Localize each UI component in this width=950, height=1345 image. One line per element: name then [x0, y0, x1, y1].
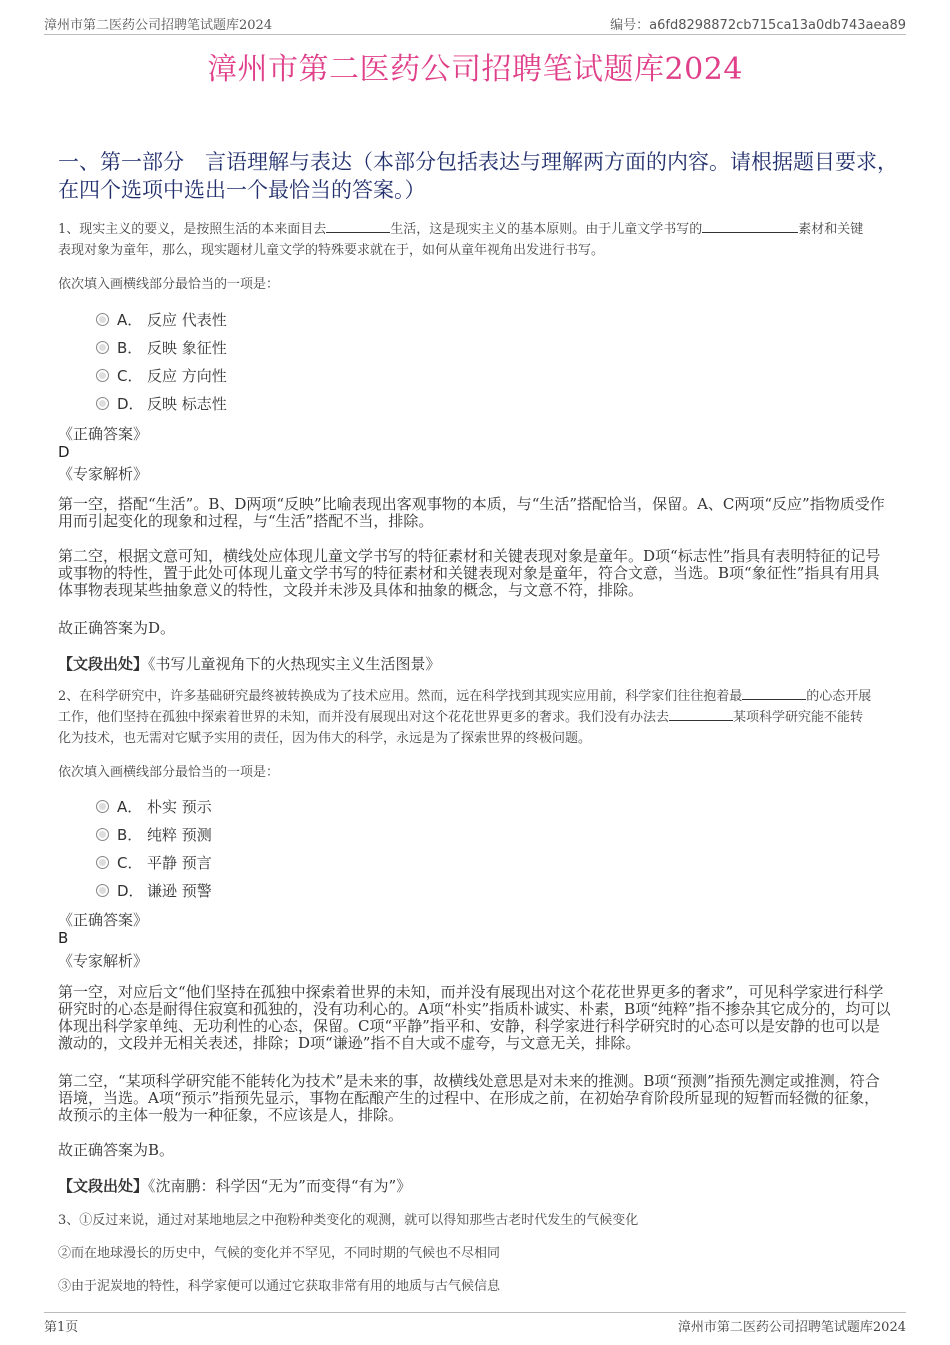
question-3-line-2: ②而在地球漫长的历史中，气候的变化并不罕见，不同时期的气候也不尽相同 — [58, 1246, 501, 1261]
answer-label: 《正确答案》 — [58, 911, 149, 929]
option-a[interactable]: A． 反应 代表性 — [96, 305, 396, 333]
radio-icon[interactable] — [96, 828, 109, 841]
radio-icon[interactable] — [96, 884, 109, 897]
source: 【文段出处】《沈南鹏：科学因“无为”而变得“有为”》 — [58, 1177, 412, 1195]
analysis-paragraph-2: 第二空，“某项科学研究能不能转化为技术”是未来的事，故横线处意思是对未来的推测。B项“预测”指预先测定或推测，符合语境，当选。A项“预示”指预先显示，事物在酝酿产生的过程中、在形成之前，在初始孕育阶段所显现的短暂而轻微的征象，故预示的主体一般为一种征象，不应该是人，排除。 — [58, 1072, 880, 1124]
radio-icon[interactable] — [96, 369, 109, 382]
analysis-label: 《专家解析》 — [58, 465, 149, 483]
question-1-prompt: 依次填入画横线部分最恰当的一项是： — [58, 277, 280, 292]
analysis-label: 《专家解析》 — [58, 952, 149, 970]
blank-1 — [742, 687, 806, 700]
question-1-stem: 1、现实主义的要义，是按照生活的本来面目去 生活，这是现实主义的基本原则。由于儿童文学书写的 素材和关键 表现对象为童年，那么，现实题材儿童文学的特殊要求就在于，如何从童年视角出发进行书写。 — [58, 222, 864, 258]
blank-2 — [702, 220, 798, 233]
source: 【文段出处】《书写儿童视角下的火热现实主义生活图景》 — [58, 655, 441, 673]
answer-value: B — [58, 929, 69, 947]
option-a[interactable]: A． 朴实 预示 — [96, 792, 396, 820]
page-header — [44, 14, 906, 35]
answer-value: D — [58, 443, 70, 461]
header-title: 漳州市第二医药公司招聘笔试题库2024 — [44, 18, 273, 33]
page-number: 第1页 — [44, 1320, 79, 1335]
question-2-prompt: 依次填入画横线部分最恰当的一项是： — [58, 765, 280, 780]
question-1-options — [96, 305, 396, 417]
question-3-line-1: 3、①反过来说，通过对某地地层之中孢粉种类变化的观测，就可以得知那些古老时代发生的气候变化 — [58, 1213, 639, 1228]
option-c[interactable]: C． 平静 预言 — [96, 848, 396, 876]
analysis-paragraph-1: 第一空，搭配“生活”。B、D两项“反映”比喻表现出客观事物的本质，与“生活”搭配恰当，保留。A、C两项“反应”指物质受作用而引起变化的现象和过程，与“生活”搭配不当，排除。 — [58, 495, 885, 530]
option-b[interactable]: B． 反映 象征性 — [96, 333, 396, 361]
page-footer — [44, 1312, 906, 1335]
document-title: 漳州市第二医药公司招聘笔试题库2024 — [207, 52, 743, 87]
section-heading: 一、第一部分 言语理解与表达（本部分包括表达与理解两方面的内容。请根据题目要求，在四个选项中选出一个最恰当的答案。） — [58, 150, 898, 202]
option-c[interactable]: C． 反应 方向性 — [96, 361, 396, 389]
question-2-stem: 2、在科学研究中，许多基础研究最终被转换成为了技术应用。然而，远在科学找到其现实应用前，科学家们往往抱着最 的心态开展 工作，他们坚持在孤独中探索着世界的未知，而并没有展现出对这个花花世界更多的奢求。我们没有办法去 某项科学研究能不能转 化为技术，也无需对它赋予实用的责任，因为伟大的科学，永远是为了探索世界的终极问题。 — [58, 689, 872, 746]
analysis-paragraph-2: 第二空，根据文意可知，横线处应体现儿童文学书写的特征素材和关键表现对象是童年。D项“标志性”指具有表明特征的记号或事物的特性，置于此处可体现儿童文学书写的特征素材和关键表现对象是童年，符合文意，当选。B项“象征性”指具有用具体事物表现某些抽象意义的特性，文段并未涉及具体和抽象的概念，与文意不符，排除。 — [58, 547, 881, 599]
radio-icon[interactable] — [96, 800, 109, 813]
option-d[interactable]: D． 谦逊 预警 — [96, 876, 396, 904]
radio-icon[interactable] — [96, 397, 109, 410]
analysis-paragraph-1: 第一空，对应后文“他们坚持在孤独中探索着世界的未知，而并没有展现出对这个花花世界更多的奢求”，可见科学家进行科学研究时的心态是耐得住寂寞和孤独的，没有功利心的。A项“朴实”指质朴诚实、朴素，B项“纯粹”指不掺杂其它成分的，均可以体现出科学家单纯、无功利性的心态，保留。C项“平静”指平和、安静，科学家进行科学研究时的心态可以是安静的也可以是激动的，文段并无相关表述，排除；D项“谦逊”指不自大或不虚夸，与文意无关，排除。 — [58, 983, 891, 1052]
option-b[interactable]: B． 纯粹 预测 — [96, 820, 396, 848]
question-2-options — [96, 792, 396, 904]
header-code: 编号：a6fd8298872cb715ca13a0db743aea89 — [610, 18, 906, 33]
option-d[interactable]: D． 反映 标志性 — [96, 389, 396, 417]
question-3-line-3: ③由于泥炭地的特性，科学家便可以通过它获取非常有用的地质与古气候信息 — [58, 1279, 501, 1294]
footer-title: 漳州市第二医药公司招聘笔试题库2024 — [677, 1320, 906, 1335]
blank-2 — [669, 708, 733, 721]
radio-icon[interactable] — [96, 856, 109, 869]
radio-icon[interactable] — [96, 313, 109, 326]
conclusion: 故正确答案为D。 — [58, 619, 176, 637]
radio-icon[interactable] — [96, 341, 109, 354]
answer-label: 《正确答案》 — [58, 425, 149, 443]
conclusion: 故正确答案为B。 — [58, 1141, 175, 1159]
blank-1 — [326, 220, 390, 233]
